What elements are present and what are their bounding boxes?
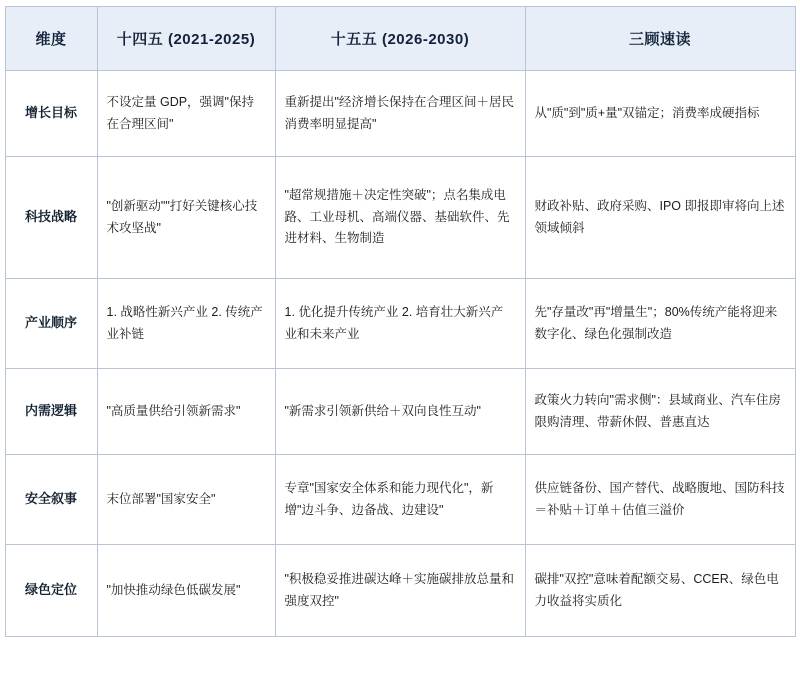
table-row	[5, 157, 795, 279]
table-header	[5, 7, 795, 71]
column-header-15th-plan: 十五五 (2026-2030)	[275, 7, 525, 71]
row-cell-14th-plan: "加快推动绿色低碳发展"	[97, 545, 275, 637]
column-header-14th-plan: 十四五 (2021-2025)	[97, 7, 275, 71]
column-header-quick-read: 三顾速读	[525, 7, 795, 71]
row-dimension-label: 增长目标	[5, 71, 97, 157]
row-cell-15th-plan: "超常规措施＋决定性突破"；点名集成电路、工业母机、高端仪器、基础软件、先进材料、生物制造	[275, 157, 525, 279]
table-header-row	[5, 7, 795, 71]
row-cell-quick-read: 先"存量改"再"增量生"；80%传统产能将迎来数字化、绿色化强制改造	[525, 279, 795, 369]
table-body	[5, 71, 795, 637]
row-cell-14th-plan: 不设定量 GDP，强调"保持在合理区间"	[97, 71, 275, 157]
row-cell-quick-read: 供应链备份、国产替代、战略腹地、国防科技＝补贴＋订单＋估值三溢价	[525, 455, 795, 545]
row-cell-15th-plan: "积极稳妥推进碳达峰＋实施碳排放总量和强度双控"	[275, 545, 525, 637]
row-cell-quick-read: 财政补贴、政府采购、IPO 即报即审将向上述领域倾斜	[525, 157, 795, 279]
table-row	[5, 455, 795, 545]
table-row	[5, 279, 795, 369]
table-row	[5, 545, 795, 637]
row-dimension-label: 内需逻辑	[5, 369, 97, 455]
row-cell-14th-plan: 末位部署"国家安全"	[97, 455, 275, 545]
row-cell-15th-plan: "新需求引领新供给＋双向良性互动"	[275, 369, 525, 455]
column-header-dimension: 维度	[5, 7, 97, 71]
table-row	[5, 71, 795, 157]
row-cell-15th-plan: 专章"国家安全体系和能力现代化"，新增"边斗争、边备战、边建设"	[275, 455, 525, 545]
row-cell-15th-plan: 1. 优化提升传统产业 2. 培育壮大新兴产业和未来产业	[275, 279, 525, 369]
row-cell-14th-plan: "高质量供给引领新需求"	[97, 369, 275, 455]
row-dimension-label: 科技战略	[5, 157, 97, 279]
row-cell-quick-read: 从"质"到"质+量"双锚定；消费率成硬指标	[525, 71, 795, 157]
row-cell-14th-plan: "创新驱动""打好关键核心技术攻坚战"	[97, 157, 275, 279]
table-row	[5, 369, 795, 455]
row-dimension-label: 产业顺序	[5, 279, 97, 369]
row-dimension-label: 安全叙事	[5, 455, 97, 545]
row-cell-quick-read: 政策火力转向"需求侧"：县域商业、汽车住房限购清理、带薪休假、普惠直达	[525, 369, 795, 455]
five-year-plan-comparison-table	[5, 6, 796, 637]
row-dimension-label: 绿色定位	[5, 545, 97, 637]
row-cell-15th-plan: 重新提出"经济增长保持在合理区间＋居民消费率明显提高"	[275, 71, 525, 157]
row-cell-14th-plan: 1. 战略性新兴产业 2. 传统产业补链	[97, 279, 275, 369]
row-cell-quick-read: 碳排"双控"意味着配额交易、CCER、绿色电力收益将实质化	[525, 545, 795, 637]
